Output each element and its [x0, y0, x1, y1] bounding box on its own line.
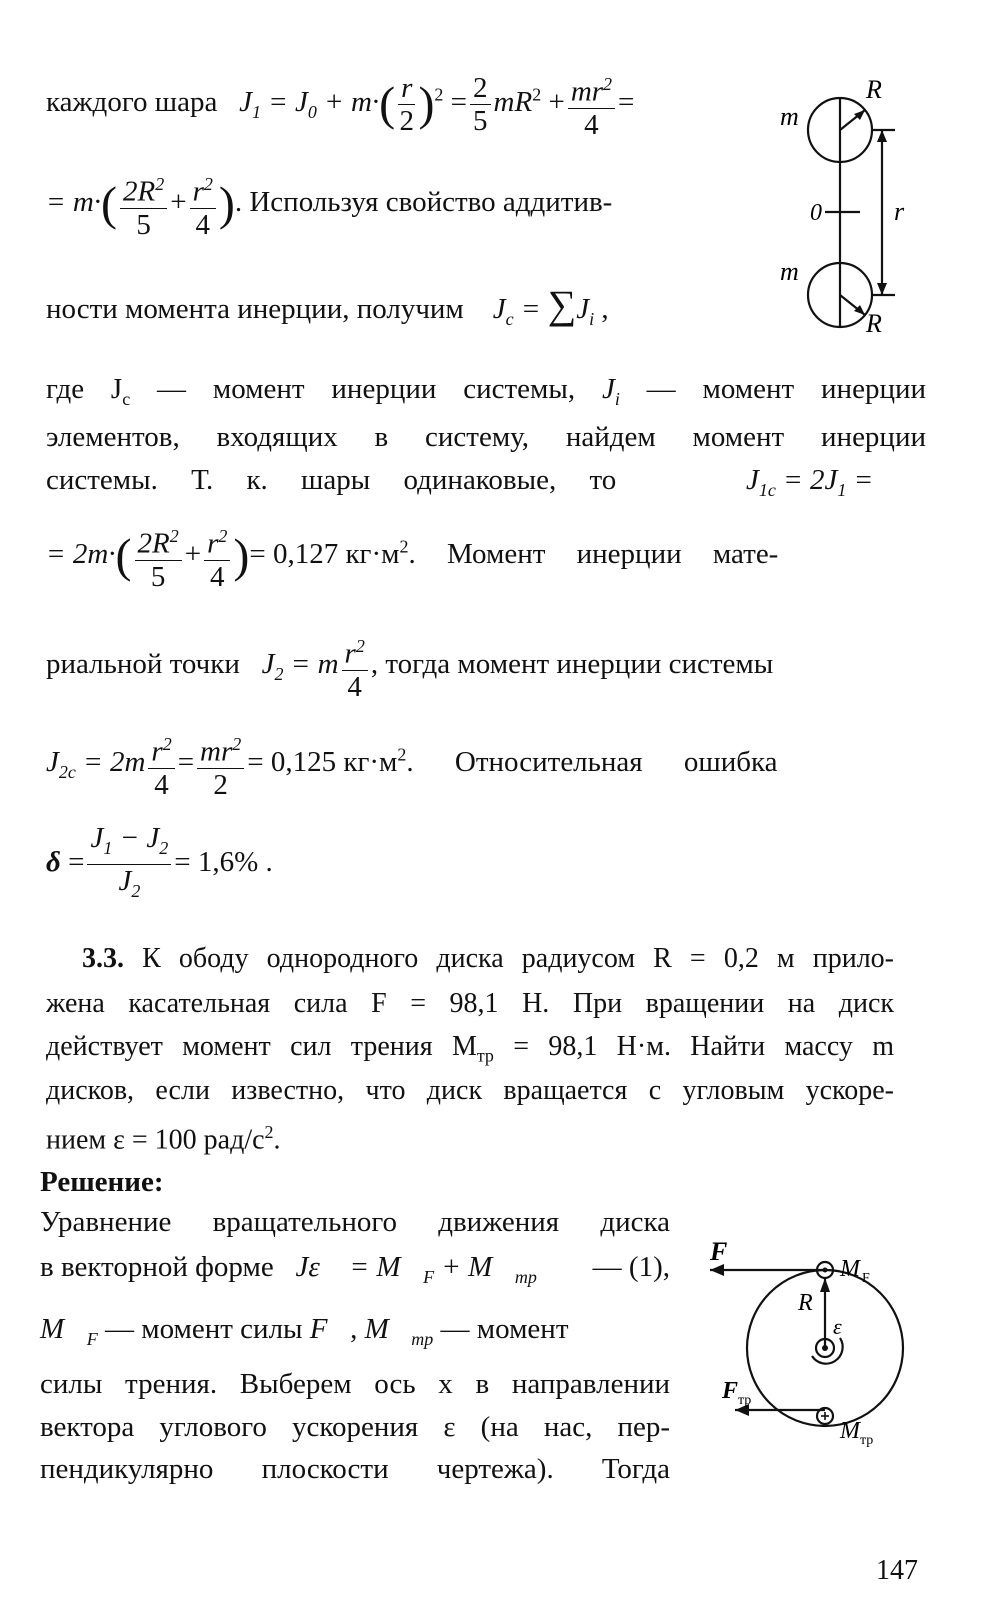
solution-line-1: Уравнение вращательного движения диска — [40, 1206, 670, 1238]
line-8: риальной точки $J_2 = m$ $\frac{r^2}{4}$ , тогда момент инерции системы — [46, 630, 926, 703]
figure-disk-forces — [700, 1238, 920, 1458]
problem-line-5: нием ε = 100 рад/$с^2$. — [46, 1122, 281, 1156]
problem-number: 3.3. — [82, 943, 124, 974]
label-MF: M — [840, 1256, 860, 1282]
problem-line-3: действует момент сил трения $M_{тр} = 98,1$ Н·м. Найти массу m — [46, 1031, 894, 1066]
solution-line-4: силы трения. Выберем ось x в направлении — [40, 1368, 670, 1400]
line-3: ности момента инерции, получим $J_c = \sum J_i$ , — [46, 282, 609, 329]
line-1: каждого шара $J_1 = J_0 + m\cdot$( $\frac{r}{2}$ )$^2$ = $\frac{2}{5}$ $mR^2$ + $\frac{mr^2}{4}$ = — [46, 68, 926, 141]
page-number: 147 — [876, 1555, 918, 1586]
line-10: δ = $\frac{J_1 - J_2}{J_2}$ = 1,6% . — [46, 822, 273, 901]
label-F: F — [710, 1238, 728, 1266]
solution-heading: Решение: — [40, 1166, 164, 1198]
line-5: элементов, входящих в систему, найдем момент инерции — [46, 421, 926, 453]
line-4: где $J_c$ — момент инерции системы, $J_i$ — момент инерции — [46, 373, 927, 409]
problem-line-2: жена касательная сила F = 98,1 Н. При вращении на диск — [46, 988, 894, 1019]
label-R-bottom: R — [866, 309, 882, 338]
solution-line-6: пендикулярно плоскости чертежа). Тогда — [40, 1453, 670, 1485]
text-each-ball: каждого шара — [46, 85, 218, 118]
label-Mtr-sub: тр — [860, 1433, 874, 1448]
text-moment-additivity: ности момента инерции, получим — [46, 293, 464, 325]
label-Ftr-sub: тр — [738, 1393, 752, 1408]
text-using-additivity: . Используя свойство аддитив- — [234, 185, 613, 218]
label-Mtr: M — [840, 1418, 860, 1444]
formula-j1: $J_1 = J_0 + m\cdot$ — [224, 85, 380, 122]
line-9: $J_{2c} = 2m$ $\frac{r^2}{4}$ = $\frac{mr^2}{2}$ = 0,125 $кг\cdot м^2$. Относительная ошибка — [46, 728, 926, 801]
label-R: R — [798, 1290, 813, 1316]
label-epsilon: ε — [833, 1314, 842, 1339]
label-m-top: m — [780, 102, 799, 131]
label-0: 0 — [810, 200, 822, 226]
problem-line-1: 3.3. К ободу однородного диска радиусом R = 0,2 м прило- — [82, 943, 894, 974]
problem-line-4: дисков, если известно, что диск вращается с угловым ускоре- — [46, 1075, 894, 1106]
solution-line-3: $M⃗_F$ — момент силы F⃗, $M⃗_{тр}$ — момент — [40, 1313, 569, 1349]
label-Ftr: F — [722, 1378, 739, 1404]
label-MF-sub: F — [862, 1271, 870, 1286]
line-6: системы. Т. к. шары одинаковые, то $J_{1c} = 2J_1$ = — [46, 464, 874, 500]
solution-line-5: вектора углового ускорения ε (на нас, пер- — [40, 1411, 670, 1443]
label-r: r — [894, 197, 905, 226]
label-R-top: R — [866, 75, 882, 104]
label-m-bottom: m — [780, 257, 799, 286]
figure-two-balls — [770, 70, 930, 340]
solution-line-2: в векторной форме Jε⃗ = $M⃗_F$ + $M⃗_{тр}$ — (1), — [40, 1251, 670, 1287]
line-7: = 2m·( $\frac{2R^2}{5}$ + $\frac{r^2}{4}$ )= 0,127 $кг\cdot м^2$. Момент инерции мате- — [46, 520, 926, 593]
line-2: = m·( $\frac{2R^2}{5}$ + $\frac{r^2}{4}$ ). Используя свойство аддитив- — [46, 168, 926, 241]
text-where-jc: где J — [46, 373, 123, 405]
